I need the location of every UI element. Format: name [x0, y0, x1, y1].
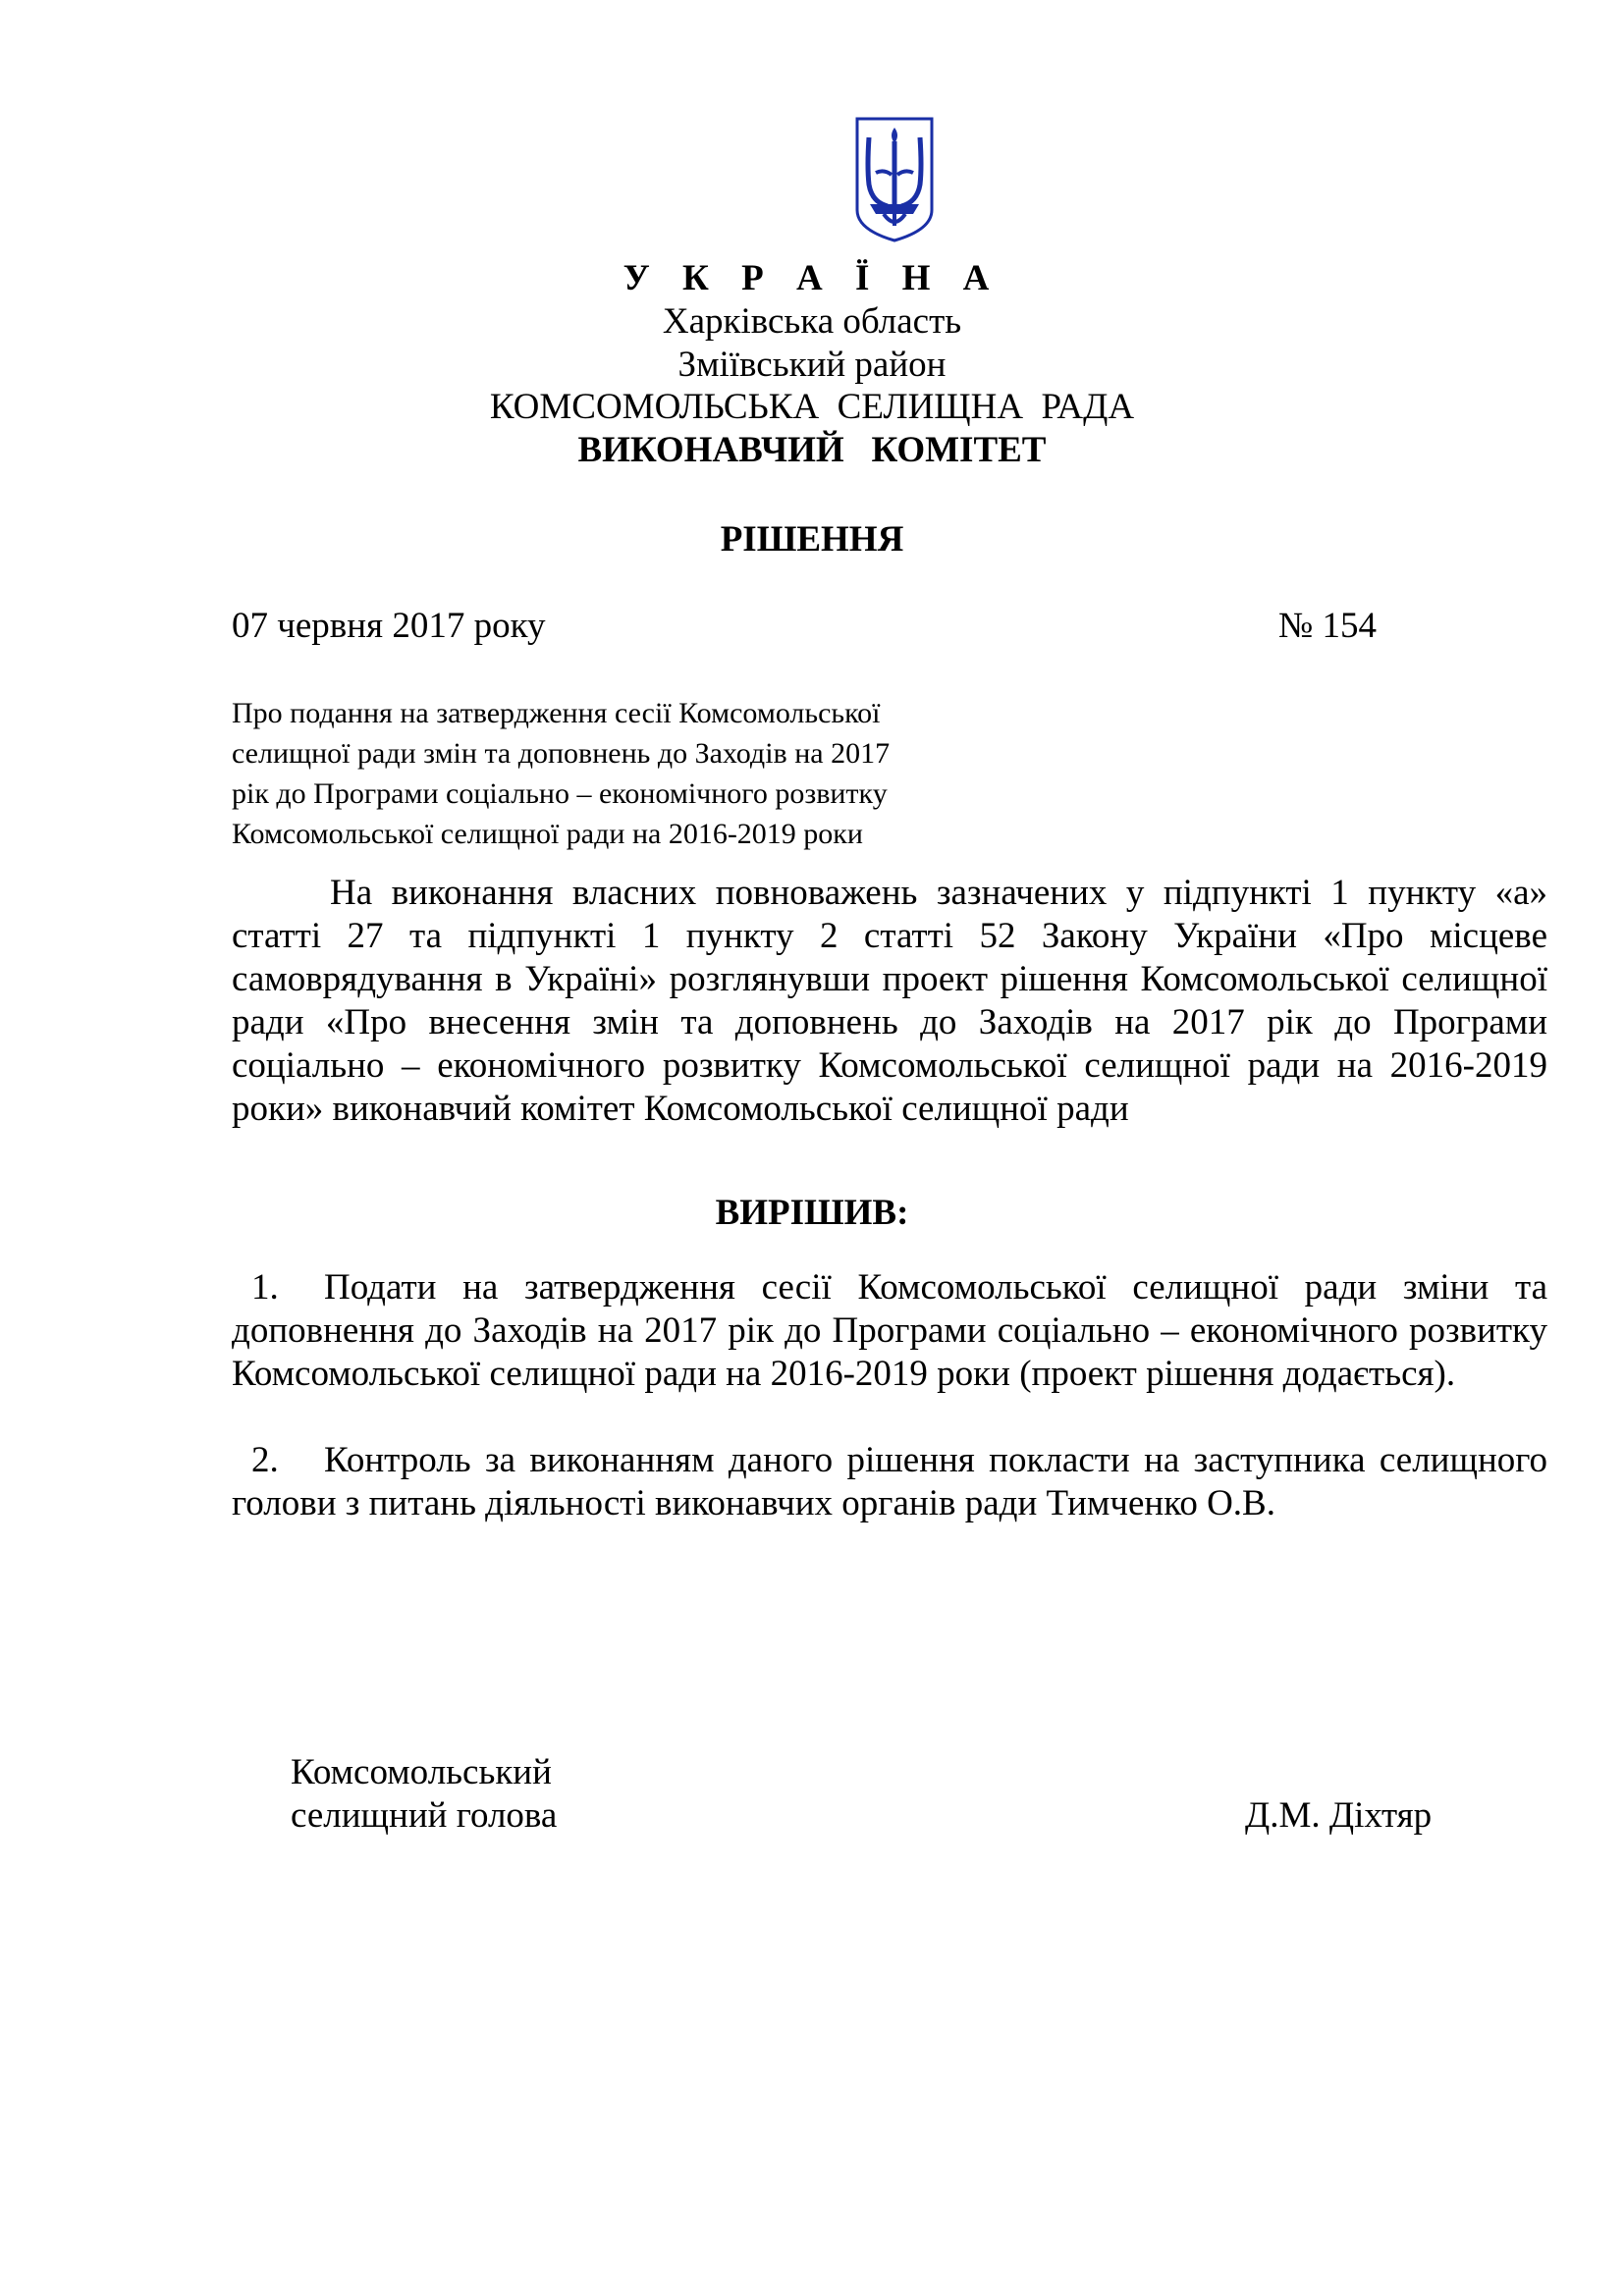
subject-line: селищної ради змін та доповнень до Заходів на 2017 [232, 737, 891, 770]
doc-type-heading: РІШЕННЯ [720, 519, 904, 560]
item-number: 1. [251, 1267, 279, 1308]
trident-coat-of-arms-icon [854, 116, 935, 243]
subject-line: рік до Програми соціально – економічного розвитку [232, 777, 888, 810]
decision-item [232, 1266, 1547, 1396]
subject-line: Комсомольської селищної ради на 2016-2019 роки [232, 818, 863, 850]
signatory-title-line2: селищний голова [291, 1795, 558, 1836]
country-heading: У К Р А Ї Н А [623, 258, 1001, 298]
signatory-name: Д.М. Діхтяр [1245, 1795, 1433, 1836]
signatory-title-line1: Комсомольський [291, 1752, 552, 1792]
item-text: Контроль за виконанням даного рішення покласти на заступника селищного голови з питань діяльності виконавчих органів ради Тимченко О.В. [232, 1440, 1547, 1523]
decision-item [232, 1439, 1547, 1525]
raion-line: Зміївський район [677, 345, 947, 385]
subject-line: Про подання на затвердження сесії Комсомольської [232, 697, 881, 729]
item-text: Подати на затвердження сесії Комсомольської селищної ради зміни та доповнення до Заходів на 2017 рік до Програми соціально – економічного розвитку Комсомольської селищної ради на 2016-2019 роки (проект рішення додається). [232, 1267, 1547, 1394]
decided-heading: ВИРІШИВ: [715, 1193, 909, 1233]
preamble-paragraph: На виконання власних повноважень зазначених у підпункті 1 пункту «а» статті 27 та підпункті 1 пункту 2 статті 52 Закону України «Про місцеве самоврядування в Україні» розглянувши проект рішення Комсомольської селищної ради «Про внесення змін та доповнень до Заходів на 2017 рік до Програми соціально – економічного розвитку Комсомольської селищної ради на 2016-2019 роки» виконавчий комітет Комсомольської селищної ради [232, 873, 1547, 1129]
item-number: 2. [251, 1440, 279, 1480]
doc-number: № 154 [1278, 606, 1378, 646]
council-line: КОМСОМОЛЬСЬКА СЕЛИЩНА РАДА [489, 387, 1135, 427]
subject-block [232, 693, 998, 854]
oblast-line: Харківська область [662, 301, 962, 342]
committee-line: ВИКОНАВЧИЙ КОМІТЕТ [577, 430, 1047, 470]
doc-date: 07 червня 2017 року [232, 606, 546, 646]
